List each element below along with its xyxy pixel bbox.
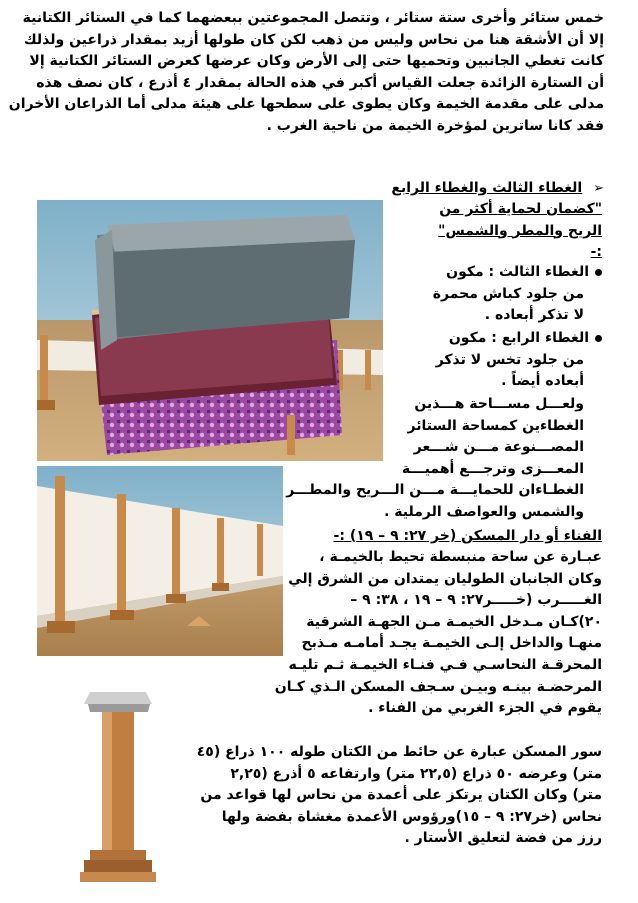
bullet-text: أبعاده أيضاً . xyxy=(501,373,584,390)
quote-line: الريح والمطر والشمس" xyxy=(438,222,602,239)
court-line: عبـارة عن ساحة منبسطة تحيط بالخيمـة ، xyxy=(319,549,602,565)
court-fence-illustration xyxy=(37,466,283,656)
bullet-text: لا تذكر أبعاده . xyxy=(484,307,584,324)
court-heading xyxy=(290,526,602,548)
court-line: المحرقـة النحاسـي فـي فنـاء الخيمـة ثـم تليـه xyxy=(288,656,602,673)
court-paragraph xyxy=(274,547,602,720)
wall-line: رزز من فضة لتعليق الأستار . xyxy=(404,830,602,847)
pillar-image xyxy=(60,682,176,890)
covers-line: والشمس والعواصف الرملية . xyxy=(384,503,584,520)
bullet-text: الغطاء الرابع : مكون xyxy=(448,330,589,346)
bullet-text: من جلود كباش محمرة xyxy=(432,285,584,302)
court-heading-text: الفناء أو دار المسكن (خر ٢٧: ٩ – ١٩) :- xyxy=(333,528,602,544)
intro-paragraph xyxy=(8,8,604,138)
quote-line: "كضمان لحماية أكثر من xyxy=(439,201,602,217)
covers-line: المصـــنوعة مـــن شـــعر xyxy=(413,439,584,456)
bullet-line-first xyxy=(390,328,602,350)
intro-line: مدلى على مقدمة الخيمة وكان يطوى على سطحها على هيئة مدلى أما الذراعان الأخران xyxy=(8,96,604,113)
bullet-text: الغطاء الثالث : مكون xyxy=(446,264,589,280)
wall-line: متر) وعرضه ٥٠ ذراع (٢٢,٥ متر) وارتفاعه ٥ أذرع (٢,٢٥ xyxy=(230,765,602,782)
court-line: الغـــــرب (خـــــر٢٧: ٩ – ١٩ ، ٣٨: ٩ – xyxy=(350,592,602,609)
bullet-dot-icon xyxy=(595,269,602,276)
court-line: ٢٠)كـان مـدخل الخيمـة مـن الجهـة الشرقية xyxy=(306,613,602,630)
covers-line: الغطاءين كمساحة الستائر xyxy=(407,417,584,434)
court-line: منهـا والداخل إلـى الخيمـة يجـد أمامـه مـذبح xyxy=(301,635,602,652)
arrow-right-icon: ➢ xyxy=(593,181,604,196)
covers-line: الغطـاءان للحمايـــة مـــن الـــريح والمطـــر xyxy=(286,482,584,499)
bullet-fourth-cover xyxy=(390,328,602,393)
intro-line: فقد كانا ساترين لمؤخرة الخيمة من ناحية الغرب . xyxy=(266,117,604,134)
bullet-third-cover xyxy=(390,262,602,327)
wall-line: نحاس (خر٢٧: ٩ – ١٥)ورؤوس الأعمدة مغشاة بفضة ولها xyxy=(221,808,602,825)
bullet-dot-icon xyxy=(595,335,602,342)
intro-line: كانت تغطي الجانبين وتحميها حتى إلى الأرض وكان عرضها كعرض الستائر الكتانية إلا xyxy=(29,53,604,70)
intro-line: أن الستارة الزائدة جعلت القياس أكبر في هذه الحالة بمقدار ٤ أذرع ، كان نصف هذه xyxy=(36,74,604,91)
intro-line: إلا أن الأشقة هنا من نحاس وليس من ذهب لكن كان طولها أزيد بمقدار ذراعين ولذلك xyxy=(23,31,604,48)
wall-line: سور المسكن عبارة عن حائط من الكتان طوله ١٠٠ ذراع (٤٥ xyxy=(196,744,602,760)
intro-line: خمس ستائر وأخرى ستة ستائر ، وتتصل المجموعتين ببعضهما كما في الستائر الكتانية xyxy=(22,10,604,26)
court-fence-image xyxy=(37,466,283,656)
bullet-line-first xyxy=(390,262,602,284)
quote-block xyxy=(390,199,602,264)
court-line: يقوم في الجزء الغربي من الفناء . xyxy=(368,700,602,717)
covers-line: المعـــزى وترجـــع أهميـــة xyxy=(401,460,584,477)
court-line: المرحضـة بينـه وبيـن سـجف المسكن الـذي كـان xyxy=(274,678,602,695)
quote-line: :- xyxy=(590,244,602,261)
court-line: وكان الجانبان الطوليان يمتدان من الشرق إلي xyxy=(288,570,602,587)
covers-line: ولعـــل مســـاحة هـــذين xyxy=(414,396,584,412)
bullet-text: من جلود تخس لا تذكر xyxy=(435,351,584,368)
pillar-illustration xyxy=(60,682,176,890)
covers-paragraph xyxy=(286,394,602,524)
section-heading-row xyxy=(300,178,604,200)
section-heading: الغطاء الثالث والغطاء الرابع xyxy=(391,180,583,196)
wall-paragraph xyxy=(182,742,602,850)
wall-line: متر) وكان الكتان يرتكز على أعمدة من نحاس لها قواعد من xyxy=(200,787,602,804)
